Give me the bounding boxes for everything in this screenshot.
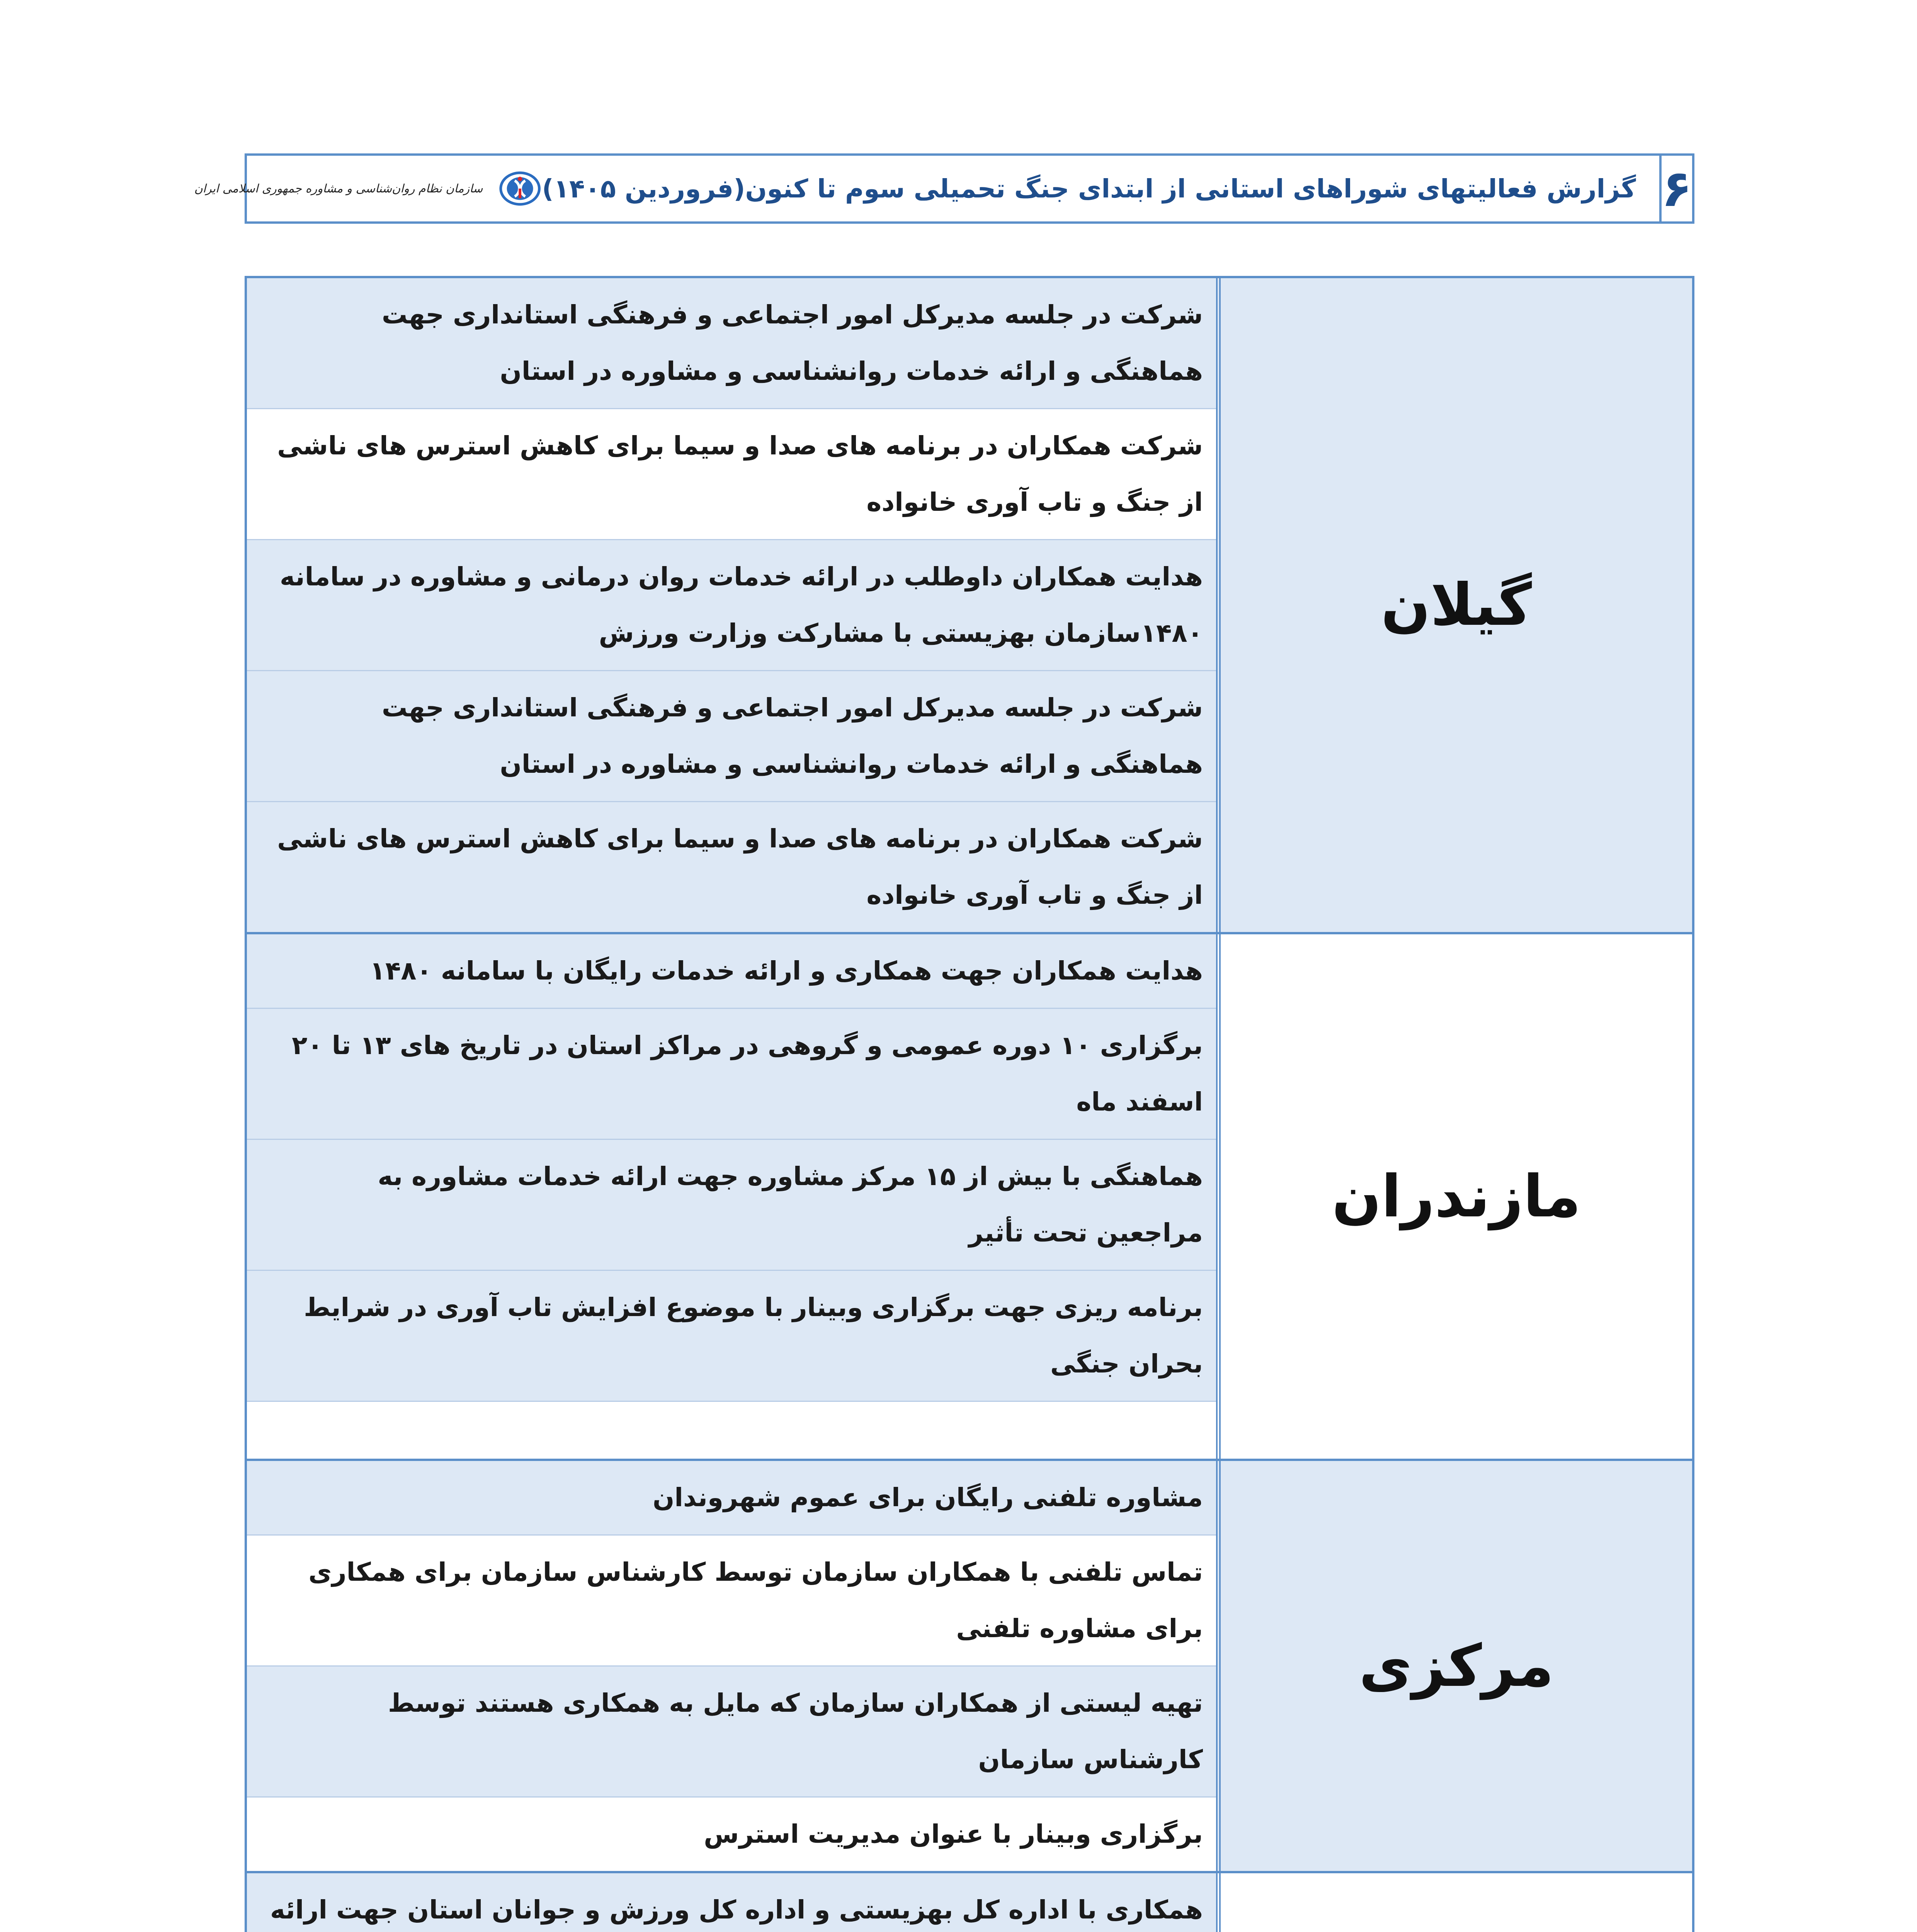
activity-item: تهیه لیستی از همکاران سازمان که مایل به همکاری هستند توسط کارشناس سازمان	[247, 1665, 1216, 1796]
activity-item: تماس تلفنی با همکاران سازمان توسط کارشناس سازمان برای همکاری برای مشاوره تلفنی	[247, 1534, 1216, 1665]
province-name	[1216, 1873, 1692, 1932]
activity-list	[247, 278, 1216, 932]
activity-list	[247, 1873, 1216, 1932]
province-row	[247, 1459, 1692, 1871]
activity-list	[247, 1461, 1216, 1871]
activity-item: همکاری با اداره کل بهزیستی و اداره کل ورزش و جوانان استان جهت ارائه	[247, 1873, 1216, 1932]
activity-item: هماهنگی با بیش از ۱۵ مرکز مشاوره جهت ارائه خدمات مشاوره به مراجعین تحت تأثیر	[247, 1139, 1216, 1270]
province-row	[247, 278, 1692, 932]
activity-item: هدایت همکاران جهت همکاری و ارائه خدمات رایگان با سامانه ۱۴۸۰	[247, 934, 1216, 1008]
province-name: گیلان	[1216, 278, 1692, 932]
activity-item: شرکت در جلسه مدیرکل امور اجتماعی و فرهنگی استانداری جهت هماهنگی و ارائه خدمات روانشناسی و مشاوره در استان	[247, 670, 1216, 801]
empty-row	[247, 1401, 1216, 1459]
organization-branding	[194, 156, 542, 221]
activity-item: شرکت همکاران در برنامه های صدا و سیما برای کاهش استرس های ناشی از جنگ و تاب آوری خانواده	[247, 408, 1216, 539]
activity-item: برگزاری ۱۰ دوره عمومی و گروهی در مراکز استان در تاریخ های ۱۳ تا ۲۰ اسفند ماه	[247, 1008, 1216, 1139]
page-title: گزارش فعالیتهای شوراهای استانی از ابتدای جنگ تحمیلی سوم تا کنون(فروردین ۱۴۰۵)	[542, 173, 1636, 204]
province-row	[247, 932, 1692, 1459]
activity-item: هدایت همکاران داوطلب در ارائه خدمات روان درمانی و مشاوره در سامانه ۱۴۸۰سازمان بهزیستی با مشارکت وزارت ورزش	[247, 539, 1216, 670]
page-number: ۶	[1659, 156, 1692, 221]
activity-item: برگزاری وبینار با عنوان مدیریت استرس	[247, 1796, 1216, 1871]
province-name: مرکزی	[1216, 1461, 1692, 1871]
activity-item: شرکت در جلسه مدیرکل امور اجتماعی و فرهنگی استانداری جهت هماهنگی و ارائه خدمات روانشناسی و مشاوره در استان	[247, 278, 1216, 408]
activity-item: برنامه ریزی جهت برگزاری وبینار با موضوع افزایش تاب آوری در شرایط بحران جنگی	[247, 1270, 1216, 1401]
page-header	[194, 153, 1694, 224]
activity-list	[247, 934, 1216, 1459]
org-logo-icon	[498, 160, 542, 218]
organization-name: سازمان نظام روان‌شناسی و مشاوره جمهوری اسلامی ایران	[194, 182, 483, 196]
province-name: مازندران	[1216, 934, 1692, 1459]
province-row	[247, 1871, 1692, 1932]
activity-item: شرکت همکاران در برنامه های صدا و سیما برای کاهش استرس های ناشی از جنگ و تاب آوری خانواده	[247, 801, 1216, 932]
province-activities-table	[245, 276, 1694, 1932]
activity-item: مشاوره تلفنی رایگان برای عموم شهروندان	[247, 1461, 1216, 1534]
